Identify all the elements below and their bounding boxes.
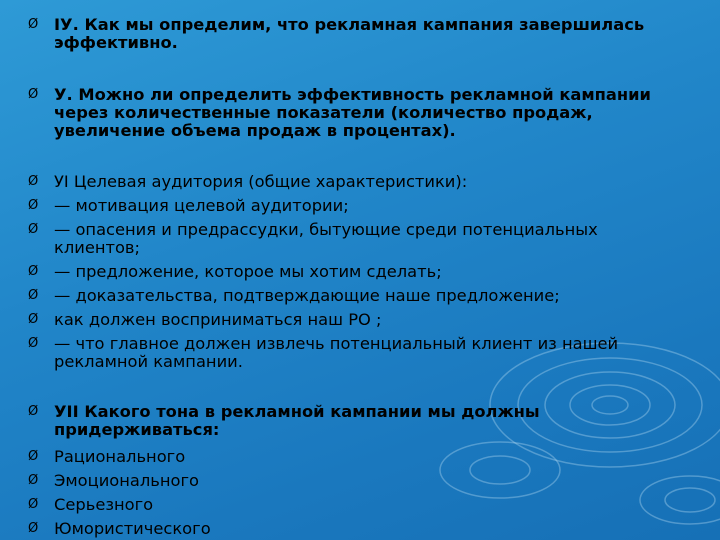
bullet-text: — мотивация целевой аудитории; <box>54 196 349 215</box>
bullet-item-serious <box>28 496 688 514</box>
bullet-text: Эмоционального <box>54 471 199 490</box>
bullet-item-rational <box>28 448 688 466</box>
arrow-bullet-icon: Ø <box>28 336 39 351</box>
bullet-item-emotional <box>28 472 688 490</box>
bullet-item-offer <box>28 263 688 281</box>
bullet-text: как должен восприниматься наш PO ; <box>54 310 382 329</box>
bullet-text: Рационального <box>54 447 186 466</box>
arrow-bullet-icon: Ø <box>28 521 39 536</box>
arrow-bullet-icon: Ø <box>28 264 39 279</box>
bullet-item-perception <box>28 311 688 329</box>
arrow-bullet-icon: Ø <box>28 404 39 419</box>
arrow-bullet-icon: Ø <box>28 222 39 237</box>
arrow-bullet-icon: Ø <box>28 449 39 464</box>
arrow-bullet-icon: Ø <box>28 288 39 303</box>
arrow-bullet-icon: Ø <box>28 87 39 102</box>
bullet-text: IУ. Как мы определим, что рекламная кампания завершилась эффективно. <box>54 15 645 52</box>
bullet-text: — предложение, которое мы хотим сделать; <box>54 262 442 281</box>
arrow-bullet-icon: Ø <box>28 198 39 213</box>
bullet-item-humorous <box>28 520 688 538</box>
bullet-text: — доказательства, подтверждающие наше предложение; <box>54 286 560 305</box>
bullet-item-section-vii <box>28 403 688 439</box>
arrow-bullet-icon: Ø <box>28 312 39 327</box>
arrow-bullet-icon: Ø <box>28 473 39 488</box>
bullet-item-section-vi <box>28 173 688 191</box>
arrow-bullet-icon: Ø <box>28 174 39 189</box>
bullet-text: У. Можно ли определить эффективность рекламной кампании через количественные показатели (количество продаж, увеличение объема продаж в процентах). <box>54 85 651 140</box>
bullet-text: Юмористического <box>54 519 211 538</box>
bullet-item-section-iv <box>28 16 688 52</box>
bullet-text: УI Целевая аудитория (общие характеристики): <box>54 172 468 191</box>
bullet-item-motivation <box>28 197 688 215</box>
arrow-bullet-icon: Ø <box>28 497 39 512</box>
bullet-item-evidence <box>28 287 688 305</box>
bullet-text: — опасения и предрассудки, бытующие среди потенциальных клиентов; <box>54 220 598 257</box>
bullet-text: — что главное должен извлечь потенциальный клиент из нашей рекламной кампании. <box>54 334 619 371</box>
arrow-bullet-icon: Ø <box>28 17 39 32</box>
bullet-item-takeaway <box>28 335 688 371</box>
bullet-item-fears <box>28 221 688 257</box>
bullet-item-section-v <box>28 86 688 140</box>
bullet-text: УII Какого тона в рекламной кампании мы должны придерживаться: <box>54 402 540 439</box>
bullet-text: Серьезного <box>54 495 154 514</box>
